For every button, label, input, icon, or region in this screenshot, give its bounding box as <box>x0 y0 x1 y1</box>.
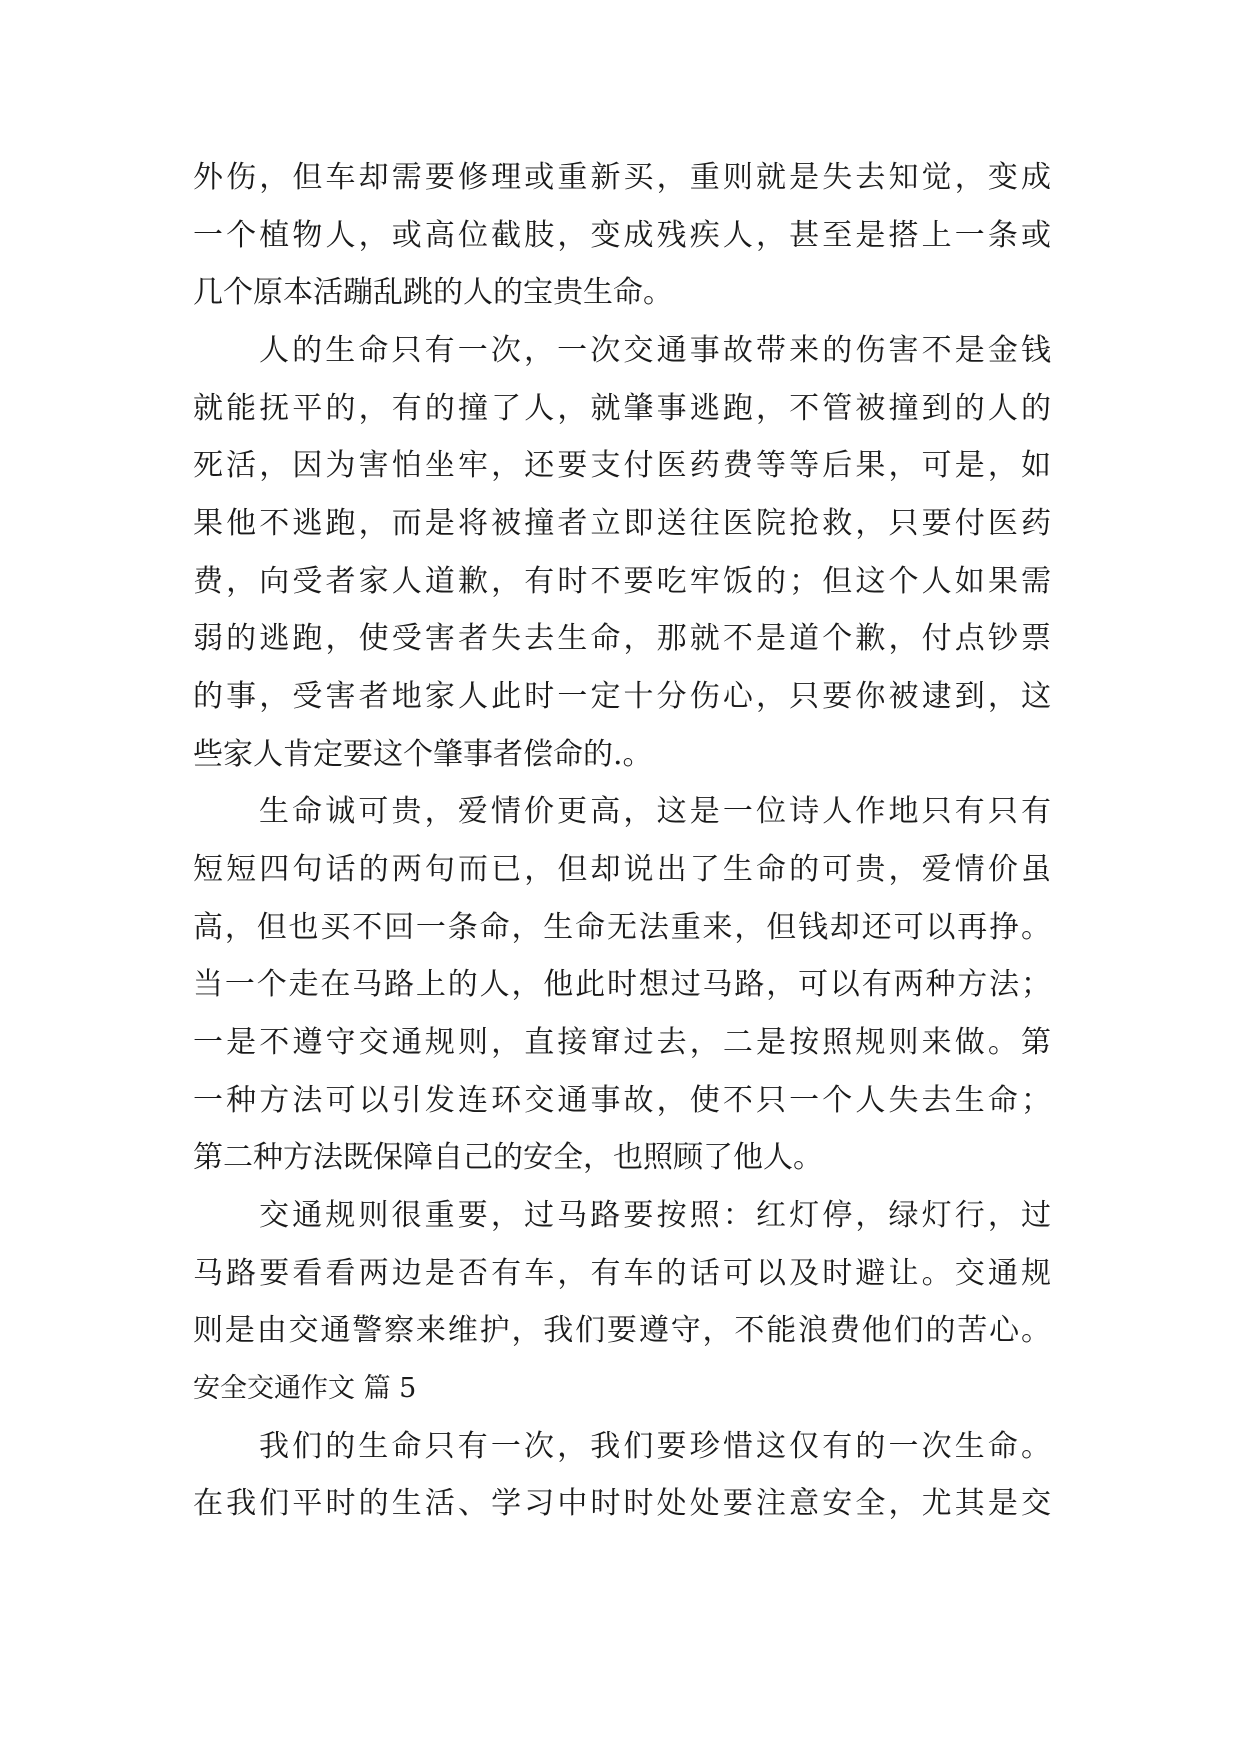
paragraph-first-line: 人的生命只有一次，一次交通事故带来的伤害不是金钱 <box>259 333 1051 368</box>
text-line: 弱的逃跑，使受害者失去生命，那就不是道个歉，付点钞票 <box>193 621 1051 656</box>
text-line: 费，向受者家人道歉，有时不要吃牢饭的；但这个人如果需 <box>193 564 1051 599</box>
section-heading: 安全交通作文 篇 5 <box>193 1373 417 1404</box>
text-line: 则是由交通警察来维护，我们要遵守，不能浪费他们的苦心。 <box>193 1313 1051 1348</box>
text-line: 马路要看看两边是否有车，有车的话可以及时避让。交通规 <box>193 1256 1051 1291</box>
text-line: 死活，因为害怕坐牢，还要支付医药费等等后果，可是，如 <box>193 448 1051 483</box>
text-line: 高，但也买不回一条命，生命无法重来，但钱却还可以再挣。 <box>193 910 1051 945</box>
text-line: 一种方法可以引发连环交通事故，使不只一个人失去生命； <box>193 1083 1051 1118</box>
text-line: 短短四句话的两句而已，但却说出了生命的可贵，爱情价虽 <box>193 852 1051 887</box>
text-line: 的事，受害者地家人此时一定十分伤心，只要你被逮到，这 <box>193 679 1051 714</box>
text-line: 当一个走在马路上的人，他此时想过马路，可以有两种方法； <box>193 967 1051 1002</box>
paragraph-first-line: 生命诚可贵，爱情价更高，这是一位诗人作地只有只有 <box>259 794 1051 829</box>
text-line: 果他不逃跑，而是将被撞者立即送往医院抢救，只要付医药 <box>193 506 1051 541</box>
text-line: 外伤，但车却需要修理或重新买，重则就是失去知觉，变成 <box>193 160 1051 195</box>
paragraph-first-line: 交通规则很重要，过马路要按照：红灯停，绿灯行，过 <box>259 1198 1051 1233</box>
text-line: 就能抚平的，有的撞了人，就肇事逃跑，不管被撞到的人的 <box>193 391 1051 426</box>
text-line: 第二种方法既保障自己的安全，也照顾了他人。 <box>193 1140 823 1175</box>
text-line: 一个植物人，或高位截肢，变成残疾人，甚至是搭上一条或 <box>193 218 1051 253</box>
text-line: 几个原本活蹦乱跳的人的宝贵生命。 <box>193 275 673 310</box>
text-line: 在我们平时的生活、学习中时时处处要注意安全，尤其是交 <box>193 1486 1051 1521</box>
text-line: 些家人肯定要这个肇事者偿命的.。 <box>193 737 653 772</box>
text-line: 一是不遵守交通规则，直接窜过去，二是按照规则来做。第 <box>193 1025 1051 1060</box>
paragraph-first-line: 我们的生命只有一次，我们要珍惜这仅有的一次生命。 <box>259 1429 1051 1464</box>
